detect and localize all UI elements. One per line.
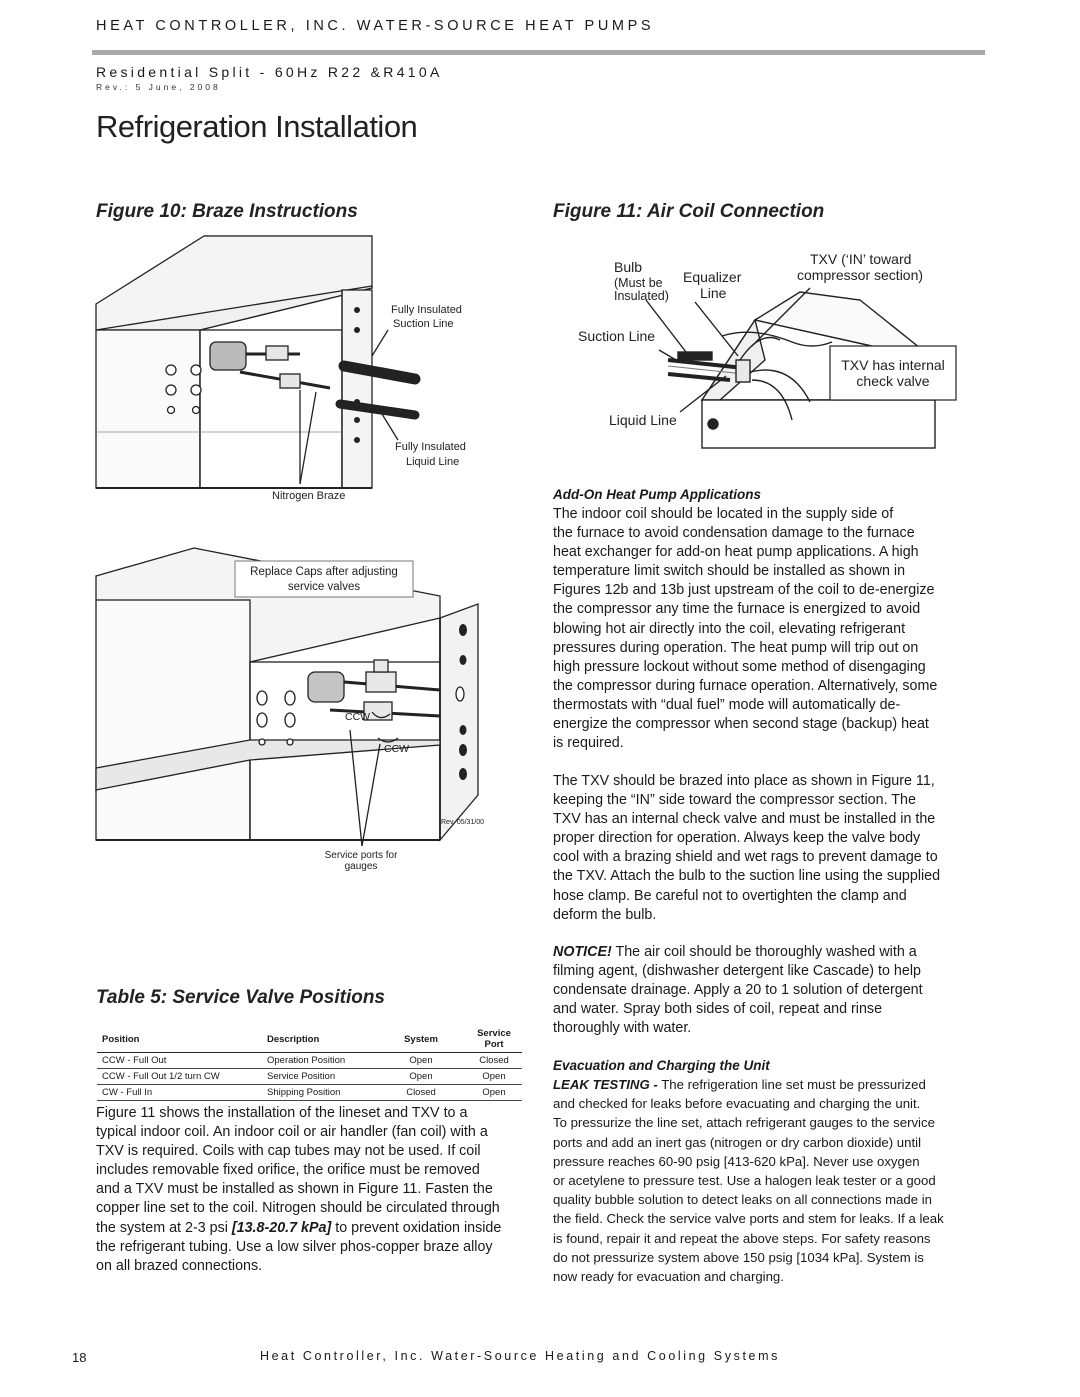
txv-line: keeping the “IN” side toward the compressor section. The xyxy=(553,792,916,809)
notice-label: NOTICE! xyxy=(553,944,612,960)
addon-line: the compressor any time the furnace is energized to avoid xyxy=(553,601,921,618)
label-service-ports-1: Service ports for xyxy=(324,850,398,861)
pressure-kpa: [13.8-20.7 kPa] xyxy=(231,1219,332,1236)
label-caps-2: service valves xyxy=(287,581,361,593)
lineset-line-pressure xyxy=(96,1219,530,1238)
lineset-line: Figure 11 shows the installation of the lineset and TXV to a xyxy=(96,1105,468,1121)
table-cell: CCW - Full Out 1/2 turn CW xyxy=(97,1069,262,1085)
addon-line: is required. xyxy=(553,735,624,752)
addon-heading: Add-On Heat Pump Applications xyxy=(553,487,762,502)
evacuation-line: do not pressurize system above 150 psig [1034 kPa]. System is xyxy=(553,1249,924,1265)
table-header-row xyxy=(97,1026,522,1053)
evacuation-line: the field. Check the service valve ports and stem for leaks. If a leak xyxy=(553,1211,944,1227)
label-check-valve-2: check valve xyxy=(856,373,930,389)
txv-line: deform the bulb. xyxy=(553,906,657,923)
txv-line: The TXV should be brazed into place as shown in Figure 11, xyxy=(553,773,935,789)
table-cell: CW - Full In xyxy=(97,1085,262,1101)
evacuation-line: quality bubble solution to detect leaks on all connections made in xyxy=(553,1192,933,1208)
lineset-line: copper line set to the coil. Nitrogen should be circulated through xyxy=(96,1200,500,1217)
notice-line: filming agent, (dishwasher detergent like Cascade) to help xyxy=(553,963,921,980)
lineset-paragraph xyxy=(96,1104,530,1276)
label-caps-1: Replace Caps after adjusting xyxy=(250,566,398,578)
table-row xyxy=(97,1069,522,1085)
label-service-ports-2: gauges xyxy=(344,861,378,872)
evacuation-line: or acetylene to pressure test. Use a halogen leak tester or a good xyxy=(553,1173,936,1189)
addon-line: the furnace to avoid condensation damage to the furnace xyxy=(553,525,915,542)
leak-text: The refrigeration line set must be pressurized xyxy=(657,1077,926,1092)
label-liquid-2: Liquid Line xyxy=(406,456,460,468)
footer-text: Heat Controller, Inc. Water-Source Heating and Cooling Systems xyxy=(260,1349,780,1363)
txv-line: proper direction for operation. Always keep the valve body xyxy=(553,830,921,847)
addon-line: heat exchanger for add-on heat pump applications. A high xyxy=(553,544,919,561)
header-revision: Rev.: 5 June, 2008 xyxy=(96,82,221,92)
label-nitrogen-braze: Nitrogen Braze xyxy=(272,490,346,502)
notice-paragraph xyxy=(553,943,988,1038)
label-txv-2: compressor section) xyxy=(797,267,924,283)
label-suction-line: Suction Line xyxy=(578,328,656,344)
evacuation-line: To pressurize the line set, attach refrigerant gauges to the service xyxy=(553,1115,935,1131)
table-5-caption: Table 5: Service Valve Positions xyxy=(96,987,385,1008)
label-bulb: Bulb xyxy=(614,259,643,275)
addon-line: high pressure lockout without some method of disengaging xyxy=(553,658,926,675)
addon-line: blowing hot air directly into the coil, elevating refrigerant xyxy=(553,620,906,637)
leak-testing-label: LEAK TESTING - xyxy=(553,1077,658,1092)
table-row xyxy=(97,1085,522,1101)
lineset-line: the refrigerant tubing. Use a low silver phos-copper braze alloy xyxy=(96,1238,493,1255)
evacuation-heading: Evacuation and Charging the Unit xyxy=(553,1058,770,1073)
txv-line: hose clamp. Be careful not to overtighten the clamp and xyxy=(553,887,907,904)
label-txv-1: TXV (‘IN’ toward xyxy=(810,251,912,267)
label-rev-date: Rev. 05/31/00 xyxy=(441,819,485,826)
table-cell: Closed xyxy=(376,1085,466,1101)
pressure-text-end: to prevent oxidation inside xyxy=(331,1219,502,1236)
notice-line: and water. Spray both sides of coil, repeat and rinse xyxy=(553,1001,883,1018)
txv-paragraph xyxy=(553,772,988,925)
lineset-line: on all brazed connections. xyxy=(96,1257,263,1274)
figure-11-caption: Figure 11: Air Coil Connection xyxy=(553,201,825,222)
addon-line: energize the compressor when second stage (backup) heat xyxy=(553,716,929,733)
addon-line: the compressor during furnace operation. Alternatively, some xyxy=(553,677,938,694)
label-suction-2: Suction Line xyxy=(393,318,454,330)
table-cell: Closed xyxy=(466,1053,522,1069)
table-cell: Operation Position xyxy=(262,1053,376,1069)
addon-line: pressures during operation. The heat pump will trip out on xyxy=(553,639,919,656)
lineset-line: TXV is required. Coils with cap tubes may not be used. If coil xyxy=(96,1143,481,1160)
notice-first-line xyxy=(553,943,988,962)
notice-line: thoroughly with water. xyxy=(553,1020,692,1037)
table-header-cell: Position xyxy=(97,1026,262,1053)
table-cell: Open xyxy=(376,1069,466,1085)
label-bulb-note-1: (Must be xyxy=(614,276,663,290)
txv-line: cool with a brazing shield and wet rags to prevent damage to xyxy=(553,849,938,866)
label-ccw-1: CCW xyxy=(345,711,371,723)
evacuation-line: now ready for evacuation and charging. xyxy=(553,1269,784,1285)
label-check-valve-1: TXV has internal xyxy=(841,357,945,373)
evacuation-paragraph xyxy=(553,1075,988,1286)
table-cell: CCW - Full Out xyxy=(97,1053,262,1069)
addon-line: temperature limit switch should be installed as shown in xyxy=(553,563,906,580)
txv-line: TXV has an internal check valve and must be installed in the xyxy=(553,811,936,828)
figure-10-caption: Figure 10: Braze Instructions xyxy=(96,201,358,222)
table-cell: Open xyxy=(376,1053,466,1069)
lineset-line: typical indoor coil. An indoor coil or air handler (fan coil) with a xyxy=(96,1124,488,1141)
service-valve-table xyxy=(97,1026,522,1101)
label-liquid-1: Fully Insulated xyxy=(395,441,466,453)
notice-line: condensate drainage. Apply a 20 to 1 solution of detergent xyxy=(553,982,923,999)
label-liquid-line: Liquid Line xyxy=(609,412,677,428)
table-header-cell: Description xyxy=(262,1026,376,1053)
braze-diagram xyxy=(96,236,415,488)
txv-line: the TXV. Attach the bulb to the suction line using the supplied xyxy=(553,868,941,885)
addon-paragraph xyxy=(553,505,988,753)
lineset-line: includes removable fixed orifice, the orifice must be removed xyxy=(96,1162,480,1179)
header-company: HEAT CONTROLLER, INC. WATER-SOURCE HEAT PUMPS xyxy=(96,18,655,34)
table-cell: Shipping Position xyxy=(262,1085,376,1101)
addon-line: Figures 12b and 13b just upstream of the coil to de-energize xyxy=(553,582,935,599)
table-header-cell: Service Port xyxy=(466,1026,522,1053)
lineset-line: and a TXV must be installed as shown in Figure 11. Fasten the xyxy=(96,1181,493,1198)
notice-text: The air coil should be thoroughly washed with a xyxy=(611,944,917,960)
label-ccw-2: CCW xyxy=(384,743,410,755)
page-number: 18 xyxy=(72,1350,87,1365)
leak-first-line xyxy=(553,1075,988,1094)
evacuation-line: pressure reaches 60-90 psig [413-620 kPa]. Never use oxygen xyxy=(553,1153,920,1169)
table-cell: Open xyxy=(466,1085,522,1101)
evacuation-line: is found, repair it and repeat the above steps. For safety reasons xyxy=(553,1230,931,1246)
table-header-cell: System xyxy=(376,1026,466,1053)
header-subtitle: Residential Split - 60Hz R22 &R410A xyxy=(96,64,443,80)
table-cell: Service Position xyxy=(262,1069,376,1085)
page-title: Refrigeration Installation xyxy=(96,109,418,144)
table-row xyxy=(97,1053,522,1069)
pressure-text: the system at 2-3 psi xyxy=(96,1219,232,1236)
table-cell: Open xyxy=(466,1069,522,1085)
addon-line: thermostats with “dual fuel” mode will automatically de- xyxy=(553,696,901,713)
label-bulb-note-2: Insulated) xyxy=(614,289,669,303)
evacuation-line: ports and add an inert gas (nitrogen or dry carbon dioxide) until xyxy=(553,1134,922,1150)
addon-line: The indoor coil should be located in the supply side of xyxy=(553,506,894,522)
evacuation-line: and checked for leaks before evacuating and charging the unit. xyxy=(553,1096,921,1112)
label-equalizer-1: Equalizer xyxy=(683,269,742,285)
label-equalizer-2: Line xyxy=(700,285,727,301)
label-suction-1: Fully Insulated xyxy=(391,304,462,316)
